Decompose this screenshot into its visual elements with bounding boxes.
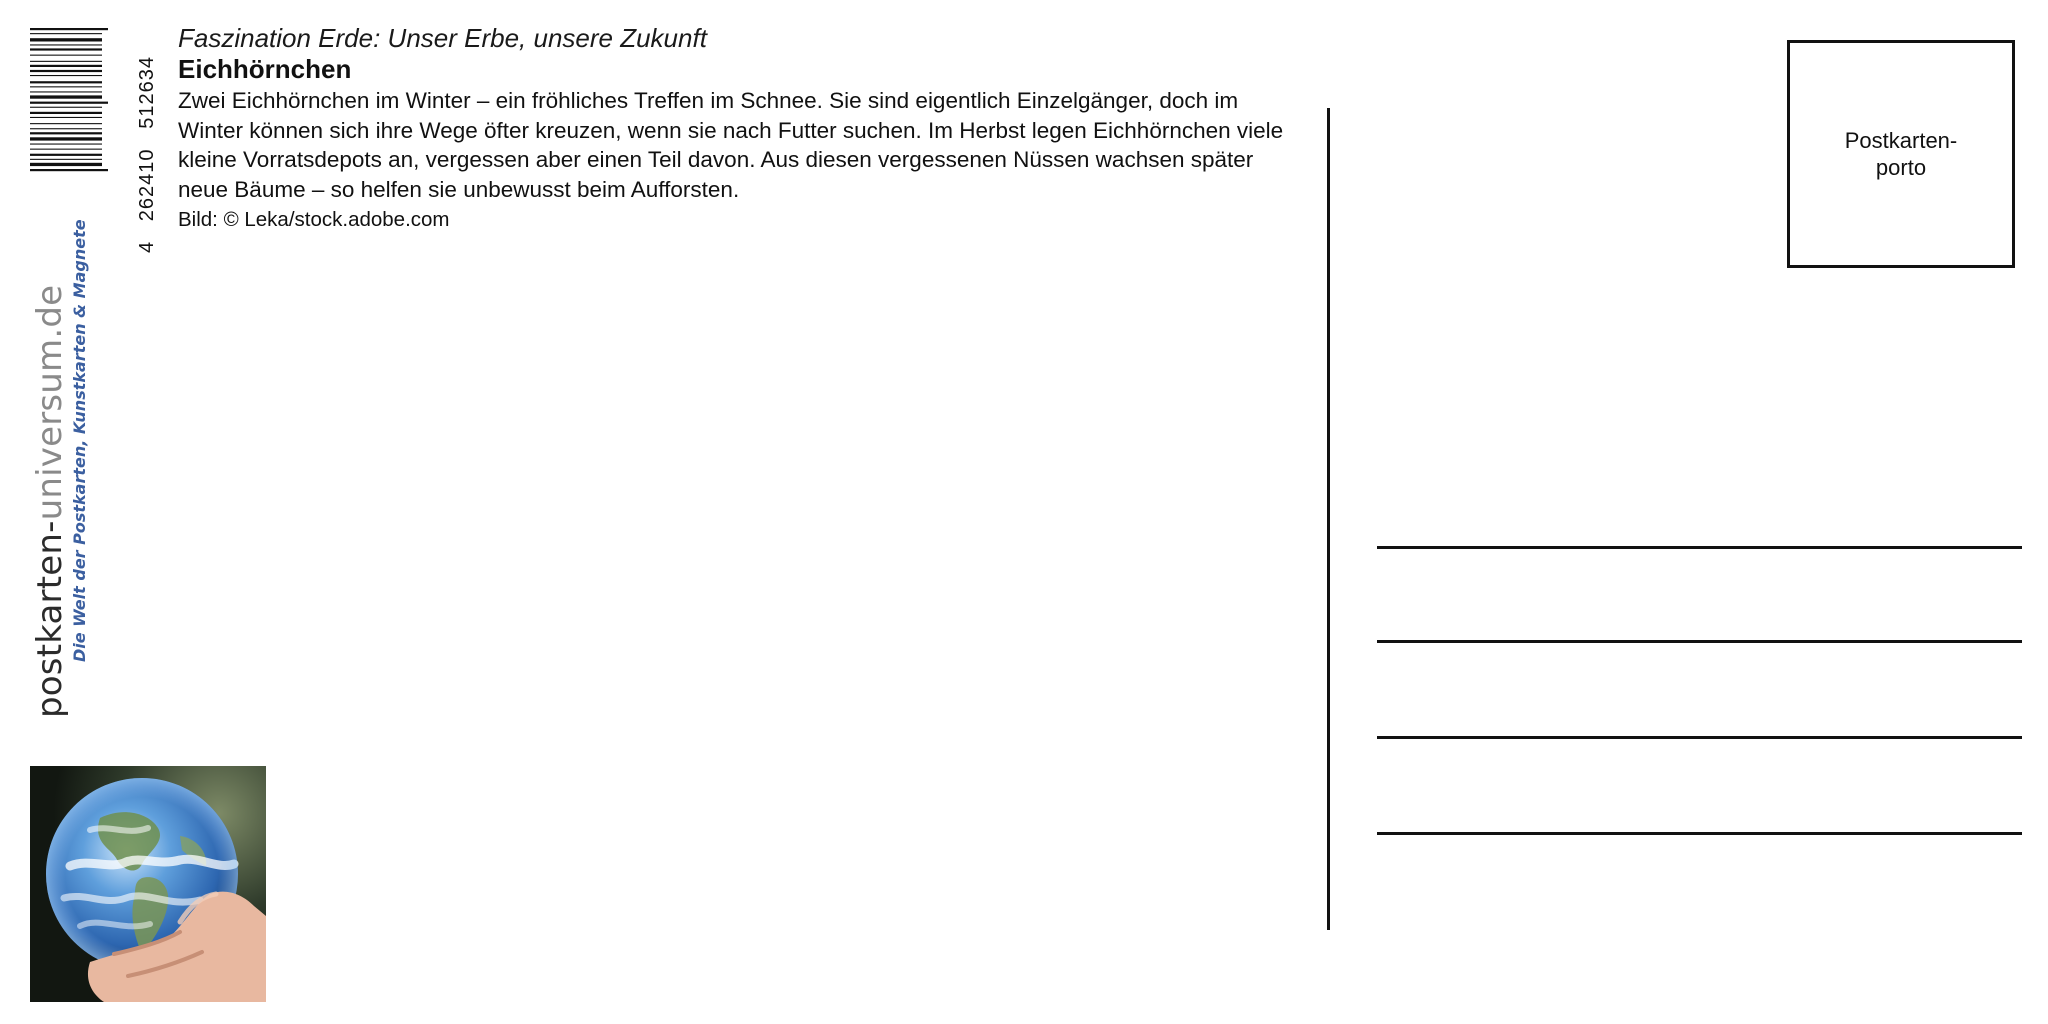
brand-name-part-1: postkarten- — [30, 520, 70, 718]
barcode-bar — [30, 55, 102, 56]
barcode-bar — [30, 65, 102, 67]
brand-name — [30, 219, 70, 718]
barcode-bar — [30, 81, 102, 83]
card-description: Zwei Eichhörnchen im Winter – ein fröhliches Treffen im Schnee. Sie sind eigentlich Einzelgänger, doch im Winter können sich ihre Wege öfter kreuzen, wenn sie nach Futter suchen. Im Herbst legen Eichhörnchen viele kleine Vorratsdepots an, vergessen aber einen Teil davon. Aus diesen vergessenen Nüssen wachsen später neue Bäume – so helfen sie unbewusst beim Aufforsten. — [178, 88, 1284, 202]
barcode-bar — [30, 70, 102, 72]
series-title: Faszination Erde: Unser Erbe, unsere Zukunft — [178, 23, 707, 53]
barcode-bar — [30, 86, 102, 87]
card-title: Eichhörnchen — [178, 54, 352, 84]
brand-name-part-2: universum.de — [30, 284, 70, 521]
barcode-bar — [30, 28, 108, 30]
address-line-1 — [1377, 546, 2022, 549]
center-divider — [1327, 108, 1330, 930]
card-text — [178, 22, 1298, 234]
barcode-bar — [30, 107, 102, 108]
barcode-bar — [30, 169, 108, 171]
stamp-label — [1845, 127, 1958, 181]
barcode-bar — [30, 154, 102, 156]
earth-in-hand-image — [30, 766, 266, 1002]
barcode-bar — [30, 149, 102, 150]
image-credit: Bild: © Leka/stock.adobe.com — [178, 208, 450, 231]
barcode-bar — [30, 48, 102, 50]
brand-logo — [30, 219, 90, 718]
barcode-bar — [30, 123, 102, 124]
barcode-bar — [30, 44, 102, 45]
address-line-4 — [1377, 832, 2022, 835]
barcode-bar — [30, 117, 102, 118]
barcode — [30, 28, 158, 253]
barcode-bar — [30, 144, 102, 145]
barcode-bar — [30, 75, 102, 76]
barcode-bar — [30, 61, 102, 62]
barcode-bar — [30, 128, 102, 129]
barcode-bar — [30, 91, 102, 92]
barcode-bar — [30, 159, 102, 160]
address-line-2 — [1377, 640, 2022, 643]
address-line-3 — [1377, 736, 2022, 739]
barcode-number: 4 262410 512634 — [136, 56, 158, 253]
barcode-bars — [30, 28, 108, 208]
barcode-bar — [30, 137, 102, 140]
stamp-label-line-2: porto — [1875, 155, 1927, 180]
brand-tagline: Die Welt der Postkarten, Kunstkarten & Magnete — [70, 219, 89, 662]
barcode-bar — [30, 163, 102, 166]
barcode-bar — [30, 132, 102, 134]
barcode-bar — [30, 112, 102, 114]
barcode-bar — [30, 33, 102, 34]
globe-icon — [30, 766, 266, 1002]
stamp-label-line-1: Postkarten- — [1844, 128, 1958, 153]
stamp-box — [1787, 40, 2015, 268]
barcode-bar — [30, 102, 108, 104]
barcode-bar — [30, 38, 102, 41]
barcode-bar — [30, 95, 102, 98]
